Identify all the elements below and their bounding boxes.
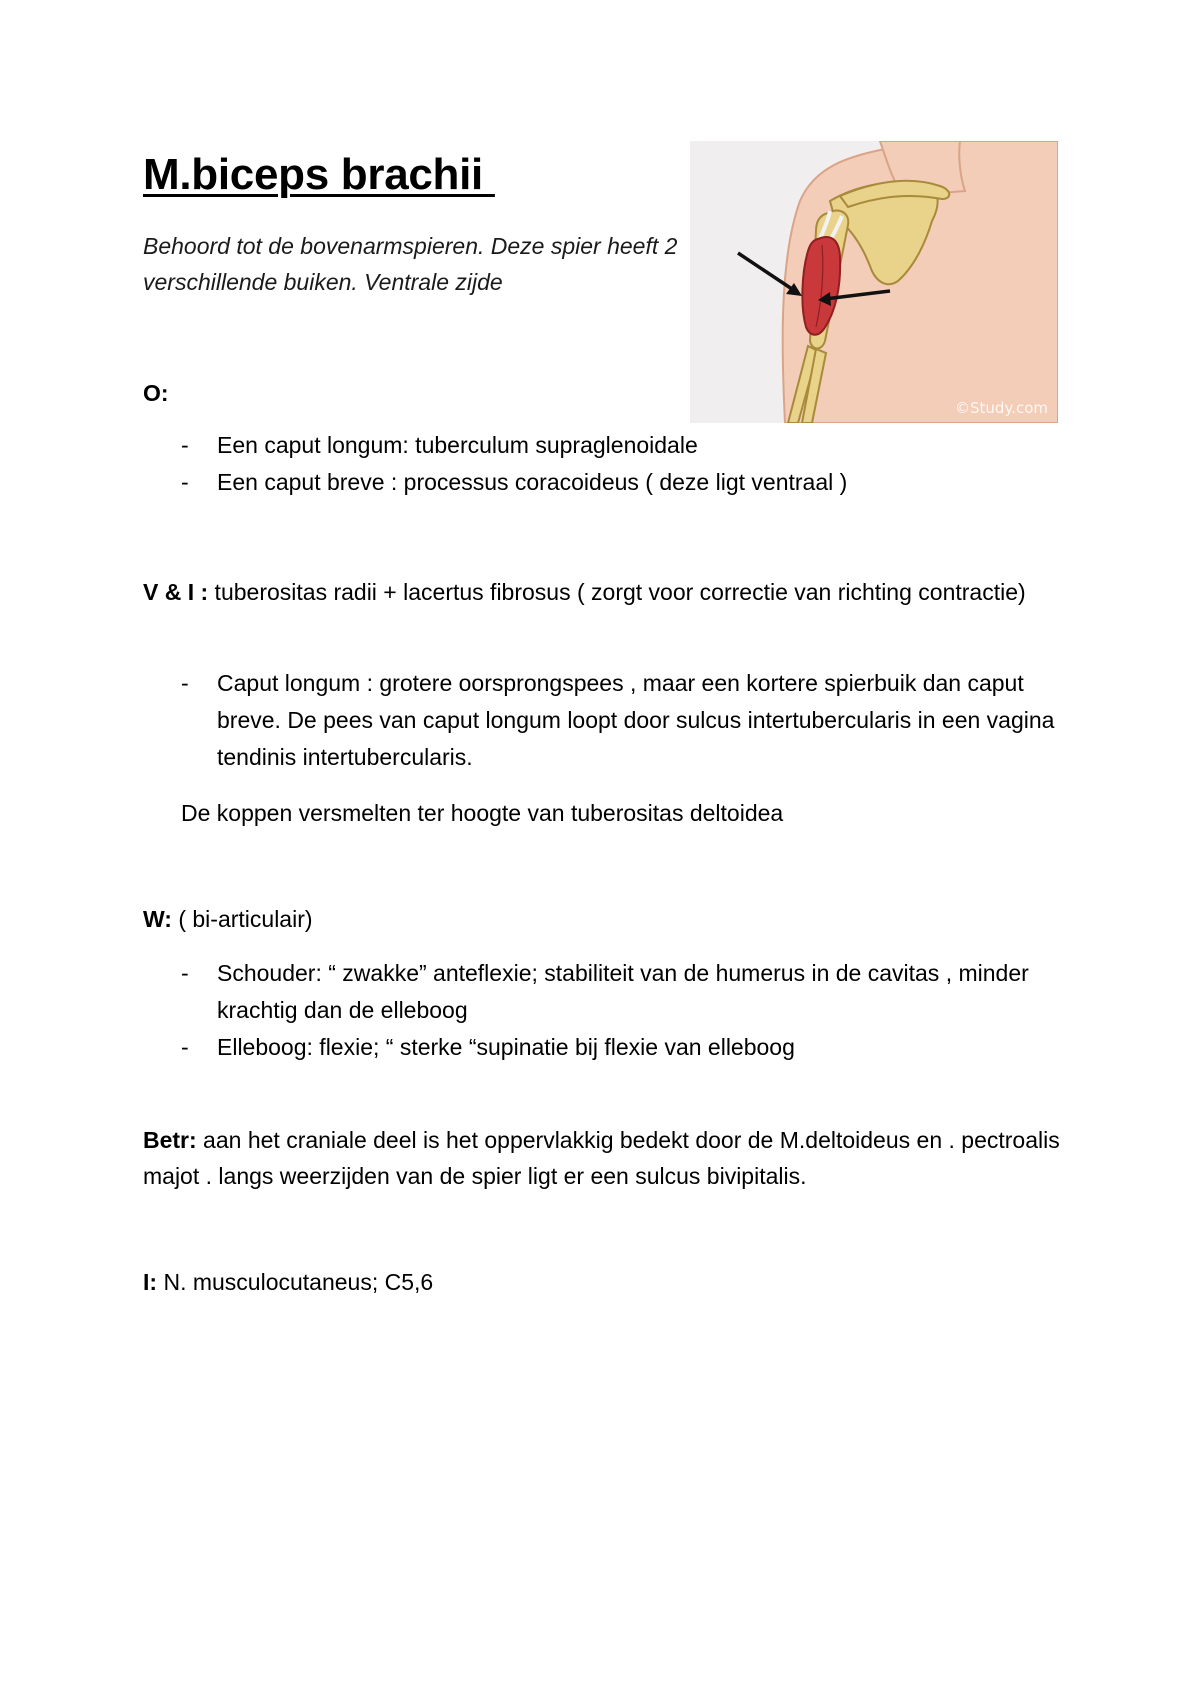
function-paragraph [143,901,1073,937]
origin-list [143,427,1083,501]
innervation-paragraph [143,1264,1073,1300]
watermark-text: ©Study.com [955,399,1048,417]
insertion-item-text: Caput longum : grotere oorsprongspees , maar een kortere spierbuik dan caput breve. De pees van caput longum loopt door sulcus intertubercularis in een vagina tendinis intertubercularis. [217,670,1055,770]
innervation-label: I: [143,1269,158,1295]
list-item [143,665,1083,776]
list-dash: - [181,670,189,696]
function-label: W: [143,906,172,932]
relations-label: Betr: [143,1127,197,1153]
innervation-text: N. musculocutaneus; C5,6 [157,1269,434,1295]
list-item [143,955,1083,1029]
page-title: M.biceps brachii [143,150,495,199]
function-item-text: Schouder: “ zwakke” anteflexie; stabiliteit van de humerus in de cavitas , minder krachtig dan de elleboog [217,960,1029,1023]
list-item [143,1029,1083,1066]
function-text: ( bi-articulair) [171,906,313,932]
origin-item-text: Een caput longum: tuberculum supraglenoidale [217,432,698,458]
intro-text: Behoord tot de bovenarmspieren. Deze spier heeft 2 verschillende buiken. Ventrale zijde [143,233,678,295]
relations-paragraph [143,1122,1083,1194]
insertion-list [143,665,1083,776]
insertion-note: De koppen versmelten ter hoogte van tuberositas deltoidea [181,800,784,826]
list-dash: - [181,432,189,458]
insertion-text: tuberositas radii + lacertus fibrosus ( zorgt voor correctie van richting contractie) [208,579,1026,605]
insertion-paragraph [143,574,1043,610]
function-item-text: Elleboog: flexie; “ sterke “supinatie bij flexie van elleboog [217,1034,795,1060]
insertion-label: V & I : [143,579,209,605]
list-dash: - [181,960,189,986]
function-list [143,955,1083,1066]
relations-text: aan het craniale deel is het oppervlakkig bedekt door de M.deltoideus en . pectroalis majot . langs weerzijden van de spier ligt er een sulcus bivipitalis. [143,1127,1060,1189]
origin-item-text: Een caput breve : processus coracoideus ( deze ligt ventraal ) [217,469,848,495]
origin-heading [143,375,1073,411]
origin-label: O: [143,380,169,406]
list-item [143,464,1083,501]
list-dash: - [181,469,189,495]
list-dash: - [181,1034,189,1060]
list-item [143,427,1083,464]
